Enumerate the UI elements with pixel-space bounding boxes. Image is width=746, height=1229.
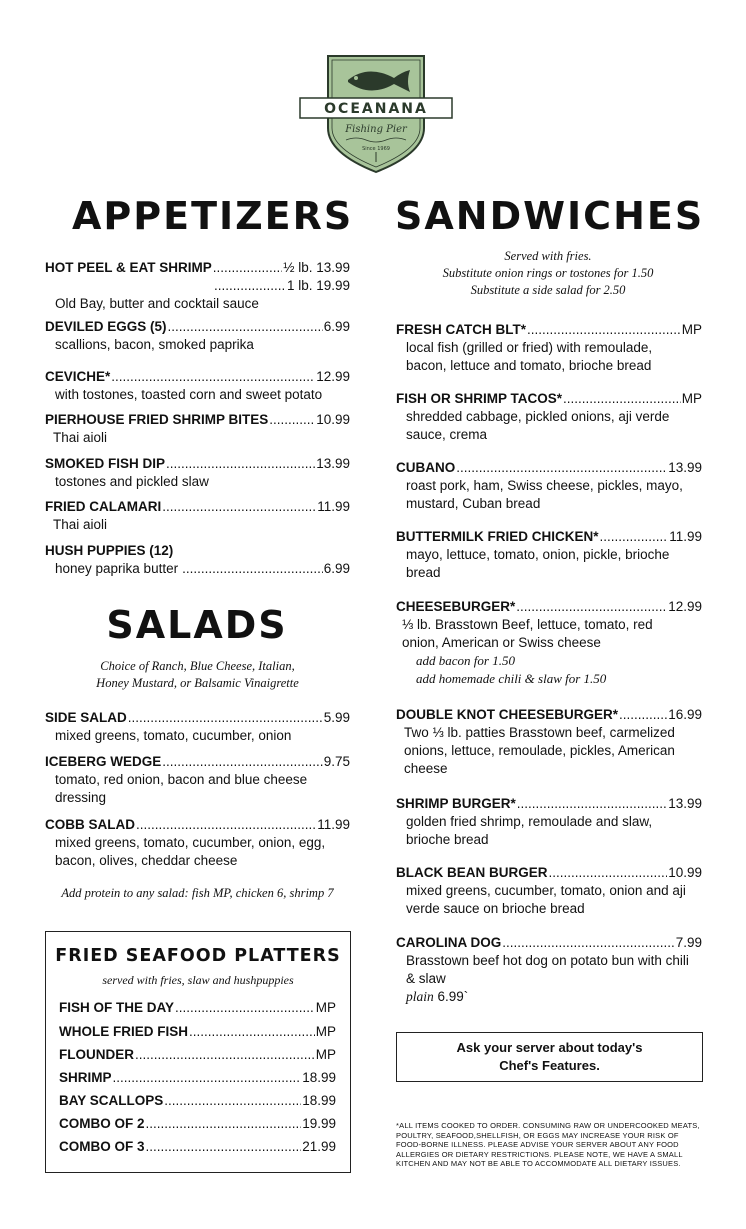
- sandwiches-note: Served with fries. Substitute onion rings or tostones for 1.50 Substitute a side salad for 2.50: [442, 249, 654, 297]
- menu-item: [396, 864, 702, 918]
- item-name: HOT PEEL & EAT SHRIMP: [45, 260, 212, 275]
- item-addon: add homemade chili & slaw for 1.50: [416, 671, 607, 686]
- item-price: 6.99: [323, 561, 350, 576]
- item-name: HUSH PUPPIES (12): [45, 543, 174, 558]
- item-price: 16.99: [668, 707, 702, 722]
- platters-title: FRIED SEAFOOD PLATTERS: [55, 946, 341, 966]
- item-name: FISH OR SHRIMP TACOS*: [396, 391, 563, 406]
- item-price: 11.99: [317, 499, 350, 514]
- logo-since: Since 1969: [362, 146, 390, 152]
- item-desc: Thai aioli: [53, 517, 108, 532]
- salads-title: SALADS: [106, 603, 288, 647]
- platter-item: SHRIMP ..... 18.99: [59, 1069, 336, 1087]
- logo-tagline: Fishing Pier: [345, 124, 407, 135]
- item-name: CUBANO: [396, 460, 456, 475]
- item-price: 11.99: [669, 529, 702, 544]
- item-price: 13.99: [668, 796, 702, 811]
- menu-item: [45, 368, 350, 404]
- appetizers-title: APPETIZERS: [72, 194, 354, 238]
- item-plain-price: 6.99`: [437, 989, 469, 1004]
- sandwiches-title: SANDWICHES: [395, 194, 705, 238]
- platters-subtitle: served with fries, slaw and hushpuppies: [102, 973, 294, 987]
- menu-item: [45, 259, 350, 313]
- menu-item: [396, 528, 702, 582]
- menu-item: [45, 816, 350, 870]
- item-name: CHEESEBURGER*: [396, 599, 516, 614]
- platter-item: WHOLE FRIED FISH ..... MP: [59, 1023, 336, 1041]
- item-desc: Thai aioli: [53, 430, 108, 445]
- item-name: PIERHOUSE FRIED SHRIMP BITES: [45, 412, 269, 427]
- item-addon: add bacon for 1.50: [416, 653, 515, 668]
- item-name: DEVILED EGGS (5): [45, 319, 167, 334]
- platter-item: BAY SCALLOPS ..... 18.99: [59, 1092, 336, 1110]
- item-price: 5.99: [323, 710, 350, 725]
- item-price: 11.99: [317, 817, 350, 832]
- item-name: FRESH CATCH BLT*: [396, 322, 526, 337]
- menu-item: [396, 390, 702, 444]
- item-name: BLACK BEAN BURGER: [396, 865, 548, 880]
- item-name: DOUBLE KNOT CHEESEBURGER*: [396, 707, 619, 722]
- item-desc: mixed greens, cucumber, tomato, onion and aji verde sauce on brioche bread: [406, 883, 686, 916]
- item-name: SIDE SALAD: [45, 710, 127, 725]
- item-name: CEVICHE*: [45, 369, 111, 384]
- menu-item: [45, 455, 350, 491]
- item-desc: Old Bay, butter and cocktail sauce: [55, 296, 259, 311]
- menu-item: [45, 709, 350, 745]
- item-desc: roast pork, ham, Swiss cheese, pickles, mayo, mustard, Cuban bread: [406, 478, 683, 511]
- item-desc: golden fried shrimp, remoulade and slaw, brioche bread: [406, 814, 653, 847]
- menu-item: [45, 542, 350, 578]
- item-price: 12.99: [668, 599, 702, 614]
- item-desc: scallions, bacon, smoked paprika: [55, 337, 254, 352]
- menu-item: [45, 498, 350, 534]
- item-desc: mixed greens, tomato, cucumber, onion: [55, 728, 292, 743]
- allergy-footnote: *ALL ITEMS COOKED TO ORDER. CONSUMING RAW OR UNDERCOOKED MEATS, POULTRY, SEAFOOD,SHELLFISH, OR EGGS MAY INCREASE YOUR RISK OF FOOD-BORNE ILLNESS. PLEASE ADVISE YOUR SERVER ABOUT ANY FOOD ALLERGIES OR DIETARY RESTRICTIONS. PLEASE NOTE, WE HAVE A SMALL KITCHEN AND MAY NOT BE ABLE TO ACCOMMODATE ALL DIETARY ISSUES.: [396, 1121, 700, 1168]
- item-desc: ⅓ lb. Brasstown Beef, lettuce, tomato, red onion, American or Swiss cheese: [402, 617, 653, 650]
- platter-item: COMBO OF 2 ..... 19.99: [59, 1115, 336, 1133]
- item-desc: shredded cabbage, pickled onions, aji verde sauce, crema: [406, 409, 670, 442]
- item-desc: mixed greens, tomato, cucumber, onion, egg, bacon, olives, cheddar cheese: [55, 835, 326, 868]
- item-desc: tostones and pickled slaw: [55, 474, 209, 489]
- item-desc: honey paprika butter: [55, 561, 179, 576]
- item-desc: with tostones, toasted corn and sweet potato: [55, 387, 323, 402]
- item-name: ICEBERG WEDGE: [45, 754, 162, 769]
- menu-item: [396, 321, 702, 375]
- item-price: 9.75: [323, 754, 350, 769]
- item-name: SHRIMP BURGER*: [396, 796, 516, 811]
- menu-item: [45, 411, 350, 447]
- item-name: SMOKED FISH DIP: [45, 456, 166, 471]
- item-plain-label: plain: [406, 989, 434, 1004]
- platters-box: [45, 931, 351, 1173]
- menu-item: [396, 934, 702, 1006]
- menu-item: [396, 598, 702, 688]
- item-price: ½ lb. 13.99: [283, 260, 350, 275]
- item-name: FRIED CALAMARI: [45, 499, 162, 514]
- item-name: BUTTERMILK FRIED CHICKEN*: [396, 529, 599, 544]
- item-desc: Brasstown beef hot dog on potato bun with chili & slaw: [406, 953, 689, 986]
- platter-item: FLOUNDER ..... MP: [59, 1046, 336, 1064]
- item-price: MP: [681, 391, 702, 406]
- platter-item: COMBO OF 3 ..... 21.99: [59, 1138, 336, 1156]
- item-price: 10.99: [668, 865, 702, 880]
- menu-item: [45, 753, 350, 807]
- item-price: 13.99: [668, 460, 702, 475]
- item-price: 7.99: [675, 935, 702, 950]
- item-desc: tomato, red onion, bacon and blue cheese dressing: [55, 772, 308, 805]
- logo-name: OCEANANA: [324, 101, 428, 117]
- menu-item: [396, 795, 702, 849]
- salads-note: Choice of Ranch, Blue Cheese, Italian, Honey Mustard, or Balsamic Vinaigrette: [96, 659, 299, 690]
- menu-item: [45, 318, 350, 354]
- platter-item: FISH OF THE DAY ..... MP: [59, 999, 336, 1017]
- chefs-features-box: Ask your server about today's Chef's Features.: [396, 1032, 703, 1082]
- item-price: 6.99: [323, 319, 350, 334]
- salad-protein-note: Add protein to any salad: fish MP, chicken 6, shrimp 7: [61, 886, 334, 900]
- menu-item: [396, 459, 702, 513]
- item-desc: local fish (grilled or fried) with remoulade, bacon, lettuce and tomato, brioche bread: [406, 340, 653, 373]
- item-price: MP: [681, 322, 702, 337]
- item-price: 10.99: [316, 412, 350, 427]
- item-desc: Two ⅓ lb. patties Brasstown beef, carmelized onions, lettuce, remoulade, pickles, American cheese: [404, 725, 675, 776]
- menu-item: [396, 706, 702, 778]
- oceanana-logo: [298, 48, 454, 178]
- item-name: COBB SALAD: [45, 817, 135, 832]
- item-desc: mayo, lettuce, tomato, onion, pickle, brioche bread: [406, 547, 670, 580]
- item-price: 13.99: [316, 456, 350, 471]
- item-price: 12.99: [316, 369, 350, 384]
- item-price: 1 lb. 19.99: [286, 278, 350, 293]
- item-name: CAROLINA DOG: [396, 935, 502, 950]
